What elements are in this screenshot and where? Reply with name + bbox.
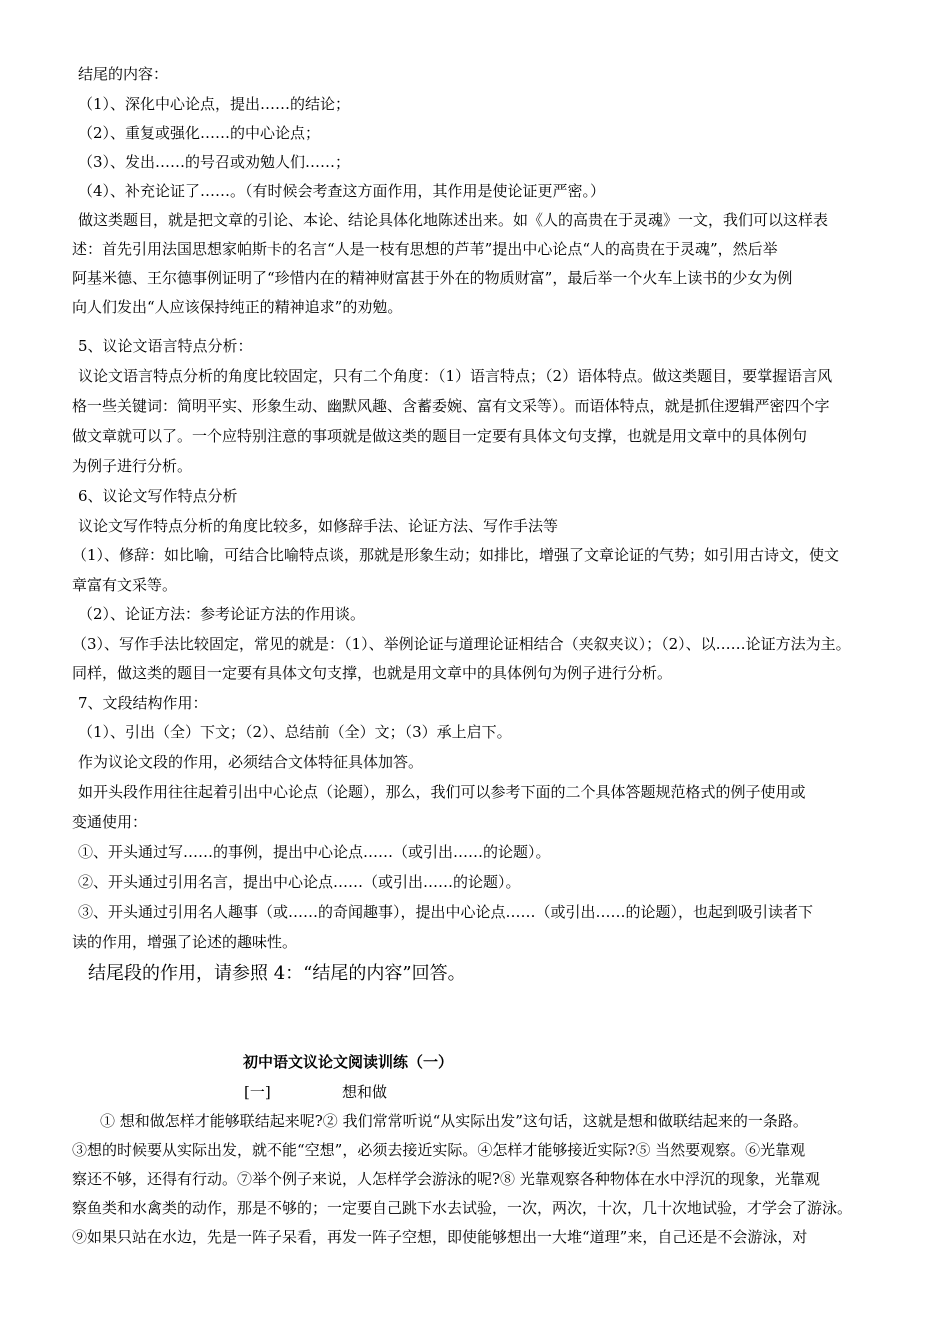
section5-line-1: 议论文语言特点分析的角度比较固定，只有二个角度：（1）语言特点；（2）语体特点。做这类题目，要掌握语言风	[78, 367, 833, 385]
section6-intro: 议论文写作特点分析的角度比较多，如修辞手法、论证方法、写作手法等	[78, 517, 559, 535]
training-paragraph-line-1: ① 想和做怎样才能够联结起来呢?② 我们常常听说“从实际出发”这句话，这就是想和做联结起来的一条路。	[100, 1112, 808, 1130]
section7-paragraph-line-2: 变通使用：	[72, 813, 148, 831]
section6-item1-line-1: （1）、修辞：如比喻，可结合比喻特点谈，那就是形象生动；如排比，增强了文章论证的气势；如引用古诗文，使文	[72, 546, 840, 564]
ending-item-2: （2）、重复或强化……的中心论点；	[78, 124, 321, 142]
section5-heading: 5、议论文语言特点分析：	[78, 337, 253, 355]
ending-item-3: （3）、发出……的号召或劝勉人们……；	[78, 153, 351, 171]
ending-paragraph-line-3: 阿基米德、王尔德事例证明了“珍惜内在的精神财富甚于外在的物质财富”，最后举一个火车上读书的少女为例	[72, 269, 793, 287]
section7-example-2: ②、开头通过引用名言，提出中心论点……（或引出……的论题）。	[78, 873, 521, 891]
section6-item3-line-1: （3）、写作手法比较固定，常见的就是：（1）、举例论证与道理论证相结合（夹叙夹议）；（2）、以……论证方法为主。	[72, 635, 851, 653]
training-paragraph-line-4: 察鱼类和水禽类的动作，那是不够的；一定要自己跳下水去试验，一次，两次，十次，几十次地试验，才学会了游泳。	[72, 1199, 853, 1217]
ending-paragraph-line-4: 向人们发出“人应该保持纯正的精神追求”的劝勉。	[72, 298, 403, 316]
training-title: 初中语文议论文阅读训练（一）	[243, 1053, 454, 1071]
section7-items: （1）、引出（全）下文；（2）、总结前（全）文；（3）承上启下。	[78, 723, 512, 741]
section7-example-1: ①、开头通过写……的事例，提出中心论点……（或引出……的论题）。	[78, 843, 551, 861]
section7-example-3-line-2: 读的作用，增强了论述的趣味性。	[72, 933, 298, 951]
training-sub-title: 想和做	[342, 1083, 388, 1101]
ending-paragraph-line-2: 述：首先引用法国思想家帕斯卡的名言“人是一枝有思想的芦苇”提出中心论点“人的高贵在于灵魂”，然后举	[72, 240, 778, 258]
training-paragraph-line-3: 察还不够，还得有行动。⑦举个例子来说，人怎样学会游泳的呢?⑧ 光靠观察各种物体在水中浮沉的现象，光靠观	[72, 1170, 820, 1188]
ending-paragraph-line-1: 做这类题目，就是把文章的引论、本论、结论具体化地陈述出来。如《人的高贵在于灵魂》一文，我们可以这样表	[78, 211, 829, 229]
section6-item3-line-2: 同样，做这类的题目一定要有具体文句支撑，也就是用文章中的具体例句为例子进行分析。	[72, 664, 673, 682]
section7-example-3-line-1: ③、开头通过引用名人趣事（或……的奇闻趣事），提出中心论点……（或引出……的论题），也起到吸引读者下	[78, 903, 814, 921]
section5-line-4: 为例子进行分析。	[72, 457, 193, 475]
section7-paragraph-line-1: 如开头段作用往往起着引出中心论点（论题），那么，我们可以参考下面的二个具体答题规范格式的例子使用或	[78, 783, 806, 801]
section5-line-3: 做文章就可以了。一个应特别注意的事项就是做这类的题目一定要有具体文句支撑，也就是用文章中的具体例句	[72, 427, 808, 445]
ending-item-1: （1）、深化中心论点，提出……的结论；	[78, 95, 351, 113]
training-paragraph-line-2: ③想的时候要从实际出发，就不能“空想”，必须去接近实际。④怎样才能够接近实际?⑤ 当然要观察。⑥光靠观	[72, 1141, 806, 1159]
training-sub-number: [一]	[244, 1083, 271, 1101]
training-paragraph-line-5: ⑨如果只站在水边，先是一阵子呆看，再发一阵子空想，即使能够想出一大堆“道理”来，自己还是不会游泳，对	[72, 1228, 808, 1246]
section6-item2: （2）、论证方法：参考论证方法的作用谈。	[78, 605, 366, 623]
section7-note: 作为议论文段的作用，必须结合文体特征具体加答。	[78, 753, 424, 771]
section7-heading: 7、文段结构作用：	[78, 694, 208, 712]
section5-line-2: 格一些关键词：简明平实、形象生动、幽默风趣、含蓄委婉、富有文采等）。而语体特点，就是抓住逻辑严密四个字	[72, 397, 830, 415]
section6-item1-line-2: 章富有文采等。	[72, 576, 178, 594]
section7-closing: 结尾段的作用，请参照 4：“结尾的内容”回答。	[88, 963, 466, 984]
ending-item-4: （4）、补充论证了……。（有时候会考查这方面作用，其作用是使论证更严密。）	[78, 182, 606, 200]
section6-heading: 6、议论文写作特点分析	[78, 487, 238, 505]
ending-heading: 结尾的内容：	[78, 65, 169, 83]
